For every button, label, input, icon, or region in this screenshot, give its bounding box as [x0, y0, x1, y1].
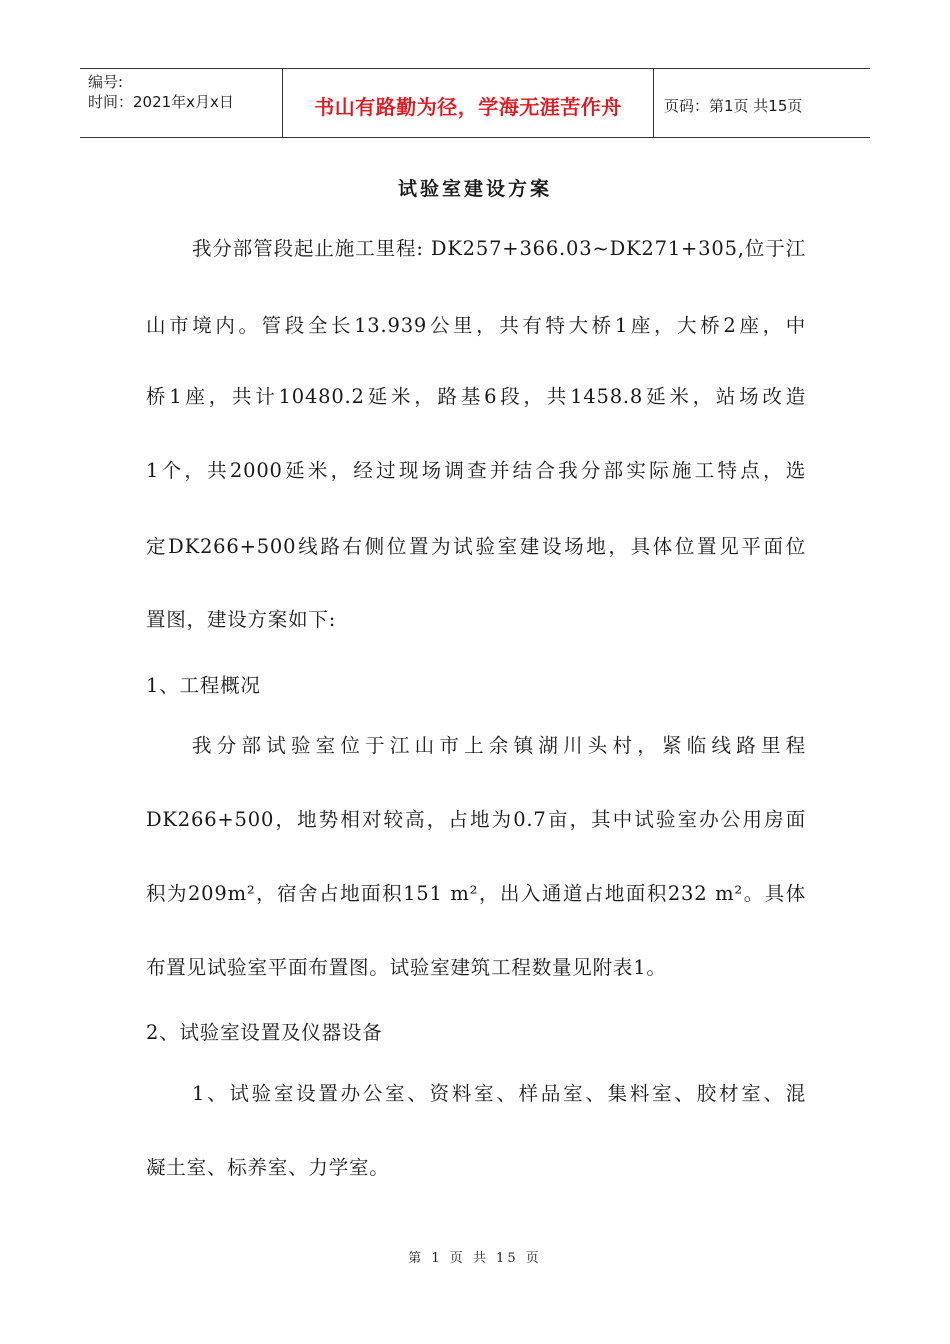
- page-label: 页码：第1页 共15页: [664, 96, 803, 115]
- header-meta: [80, 69, 282, 137]
- body-line: 积为209m²，宿舍占地面积151 m²，出入通道占地面积232 m²。具体: [146, 882, 806, 905]
- section-heading: 1、工程概况: [146, 674, 261, 697]
- body-line: 山市境内。管段全长13.939公里，共有特大桥1座，大桥2座，中: [146, 314, 806, 337]
- time-label: 时间：2021年x月x日: [88, 93, 234, 111]
- body-line: DK266+500，地势相对较高，占地为0.7亩，其中试验室办公用房面: [146, 808, 806, 831]
- body-line: 布置见试验室平面布置图。试验室建筑工程数量见附表1。: [146, 956, 667, 979]
- body-line: 1个，共2000延米，经过现场调查并结合我分部实际施工特点，选: [146, 459, 806, 482]
- body-line: 凝土室、标养室、力学室。: [146, 1156, 390, 1179]
- motto: 书山有路勤为径，学海无涯苦作舟: [314, 94, 622, 119]
- body-line: 定DK266+500线路右侧位置为试验室建设场地，具体位置见平面位: [146, 535, 806, 558]
- document-title: 试验室建设方案: [397, 178, 552, 200]
- body-line: 桥1座，共计10480.2延米，路基6段，共1458.8延米，站场改造: [146, 385, 806, 408]
- body-line: 我分部试验室位于江山市上余镇湖川头村，紧临线路里程: [192, 734, 806, 757]
- header-motto-cell: [282, 69, 654, 137]
- header-page-cell: [654, 69, 870, 137]
- body-line: 1、试验室设置办公室、资料室、样品室、集料室、胶材室、混: [192, 1082, 806, 1105]
- page-footer: 第 1 页 共 15 页: [408, 1251, 542, 1266]
- body-line: 我分部管段起止施工里程: DK257+366.03~DK271+305,位于江: [192, 237, 806, 260]
- section-heading: 2、试验室设置及仪器设备: [146, 1021, 383, 1044]
- number-label: 编号:: [88, 73, 124, 91]
- body-line: 置图，建设方案如下:: [146, 608, 337, 631]
- page-header: [80, 68, 870, 138]
